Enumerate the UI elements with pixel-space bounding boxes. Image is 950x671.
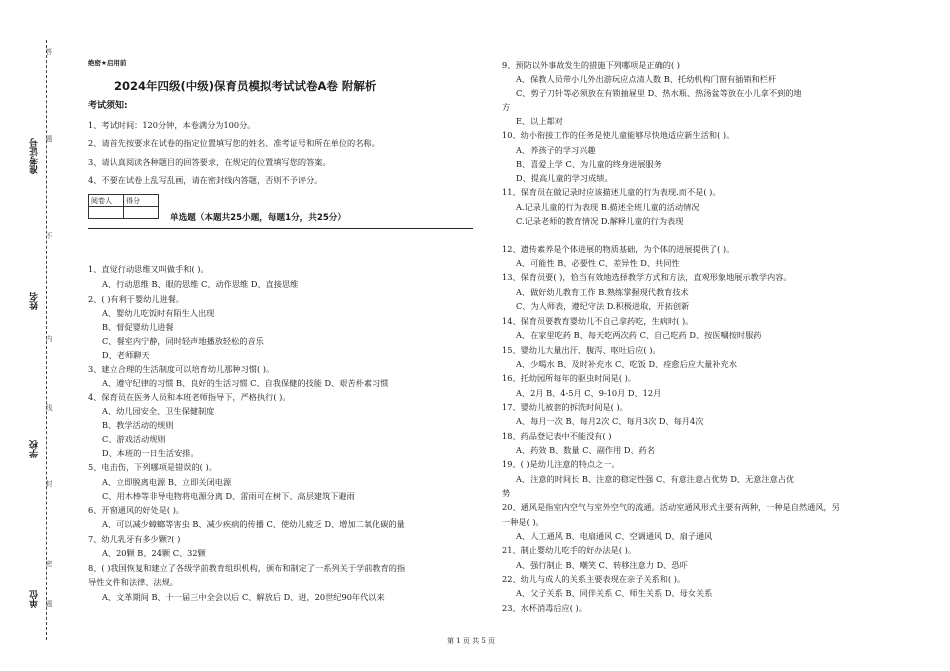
question-line: 17、婴幼儿被套的拆洗时间是( )。 <box>502 402 628 412</box>
instruction-item: 3、请认真阅读各种题目的回答要求，在规定的位置填写您的答案。 <box>88 157 331 167</box>
question-line: 6、开窗通风的好处是( )。 <box>88 505 185 515</box>
question-line: 导性文件和法律、法规。 <box>88 577 179 587</box>
question-line: 12、遗传素养是个体进展的物质基础，为个体的进展提供了( )。 <box>502 244 735 254</box>
seal-mark: 内 <box>45 335 53 342</box>
score-table <box>88 194 159 219</box>
option-line: A、行动思维 B、眼的思维 C、动作思维 D、直接思维 <box>102 279 299 289</box>
option-line: A、少喝水 B、及时补充水 C、吃饭 D、痊愈后应大量补充水 <box>516 359 737 369</box>
option-line: A、幼儿园安全、卫生保健制度 <box>102 406 215 416</box>
option-line: A、遵守纪律的习惯 B、良好的生活习惯 C、自我保健的技能 D、艰苦朴素习惯 <box>102 378 389 388</box>
question-line: 10、幼小衔接工作的任务是使儿童能够尽快地适应新生活和( )。 <box>502 130 735 140</box>
option-line: C、游戏活动规则 <box>102 434 166 444</box>
score-table-grader: 阅卷人 <box>89 195 124 207</box>
score-table-cell <box>89 207 124 219</box>
option-line: A、20颗 B、24颗 C、32颗 <box>102 548 206 558</box>
label-exam-number: 准考证号 <box>30 138 40 174</box>
seal-mark: 题 <box>45 600 53 607</box>
question-line: 11、保育员在做记录时应该描述儿童的行为表现.而不是( )。 <box>502 187 721 197</box>
section-title: 单选题（本题共25小题，每题1分，共25分） <box>170 213 346 223</box>
option-line: 势 <box>502 488 511 498</box>
option-line: A、文革期间 B、十一届三中全会以后 C、解放后 D、进，20世纪90年代以来 <box>102 592 385 602</box>
option-line: A、可能性 B、必要性 C、差异性 D、共同性 <box>516 258 680 268</box>
question-line: 8、( )我国恢复和建立了各级学前教育组织机构，颁布和制定了一系列关于学前教育的指 <box>88 563 406 573</box>
option-line: B、教学活动的规则 <box>102 420 174 430</box>
question-line: 18、药品登记表中不能没有( ) <box>502 431 612 441</box>
instruction-item: 4、不要在试卷上乱写乱画，请在密封线内答题，否则不予评分。 <box>88 175 323 185</box>
question-line: 20、通风是指室内空气与室外空气的流通。活动室通风形式主要有两种，一种是自然通风，另 <box>502 502 840 512</box>
option-line: 方 <box>502 102 511 112</box>
question-line: 14、保育员要教育婴幼儿不自己拿药吃，生病时( )。 <box>502 316 694 326</box>
instruction-item: 2、请首先按要求在试卷的指定位置填写您的姓名、准考证号和所在单位的名称。 <box>88 138 380 148</box>
page-number: 第 1 页 共 5 页 <box>447 637 496 645</box>
binding-margin <box>0 0 60 671</box>
seal-mark: 答 <box>45 48 53 55</box>
option-line: A、2月 B、4-5月 C、9-10月 D、12月 <box>516 388 662 398</box>
option-line: A、父子关系 B、同伴关系 C、师生关系 D、母女关系 <box>516 588 713 598</box>
option-line: D、老师聊天 <box>102 350 150 360</box>
question-line: 19、( )是幼儿注意的特点之一。 <box>502 459 620 469</box>
option-line: B、喜爱上学 C、为儿童的终身进展服务 <box>516 159 662 169</box>
option-line: B、督促婴幼儿进餐 <box>102 322 174 332</box>
question-line: 22、幼儿与成人的关系主要表现在亲子关系和( )。 <box>502 574 686 584</box>
option-line: A.记录儿童的行为表现 B.描述全班儿童的活动情况 <box>516 202 700 212</box>
option-line: A、在家里吃药 B、每天吃两次药 C、自己吃药 D、按医嘱按时服药 <box>516 330 762 340</box>
question-line: 21、制止婴幼儿吃手的好办法是( )。 <box>502 545 637 555</box>
question-line: 15、婴幼儿大量出汗、腹泻、呕吐后应( )。 <box>502 345 661 355</box>
question-line: 2、( )有利于婴幼儿进餐。 <box>88 294 185 304</box>
question-line: 7、幼儿乳牙有多少颗?( ) <box>88 534 181 544</box>
option-line: D、本班的一日生活安排。 <box>102 448 199 458</box>
question-line: 13、保育员要( )，恰当有效地选择教学方式和方法，直观形象地展示教学内容。 <box>502 272 792 282</box>
question-line: 一种是( )。 <box>502 517 544 527</box>
seal-mark: 题 <box>45 135 53 142</box>
option-line: C.记录老师的教育情况 D.解释儿童的行为表现 <box>516 216 684 226</box>
page-title: 2024年四级(中级)保育员模拟考试试卷A卷 附解析 <box>114 79 377 93</box>
secret-label: 绝密★启用前 <box>88 59 127 67</box>
label-unit: 单位 <box>30 590 40 608</box>
option-line: A、药效 B、数量 C、副作用 D、药名 <box>516 445 656 455</box>
option-line: A、婴幼儿吃饭时有陌生人出现 <box>102 308 215 318</box>
label-name: 姓名 <box>30 292 40 310</box>
question-line: 23、水杯消毒后应( )。 <box>502 603 587 613</box>
seal-mark: 线 <box>45 404 53 411</box>
option-line: A、保教人员带小儿外出游玩应点清人数 B、托幼机构门窗有插销和栏杆 <box>516 74 777 84</box>
option-line: D、提高儿童的学习成绩。 <box>516 173 613 183</box>
option-line: A、立即脱离电源 B、立即关闭电源 <box>102 477 232 487</box>
question-line: 16、托幼园所每年的驱虫时间是( )。 <box>502 373 637 383</box>
option-line: A、强行制止 B、嘲笑 C、转移注意力 D、恐吓 <box>516 560 688 570</box>
option-line: E、以上都对 <box>516 116 563 126</box>
option-line: C、为人师表，遵纪守法 D.积极进取，开拓创新 <box>516 301 690 311</box>
option-line: A、每月一次 B、每月2次 C、每月3次 D、每月4次 <box>516 416 704 426</box>
instructions-heading: 考试须知: <box>88 101 128 111</box>
question-line: 3、建立合理的生活制度可以培育幼儿那种习惯( )。 <box>88 364 275 374</box>
question-line: 1、直觉行动思维又叫做手和( )。 <box>88 264 209 274</box>
seal-mark: 不 <box>45 232 53 239</box>
question-line: 4、保育员在医务人员和本班老师指导下，严格执行( )。 <box>88 392 291 402</box>
instruction-item: 1、考试时间：120分钟，本卷满分为100分。 <box>88 120 256 130</box>
option-line: C、用木棒等非导电物将电源分离 D、雷雨可在树下、高层建筑下避雨 <box>102 491 355 501</box>
seal-mark: 封 <box>45 480 53 487</box>
option-line: A、人工通风 B、电扇通风 C、空调通风 D、扇子通风 <box>516 531 713 541</box>
score-table-cell <box>124 207 159 219</box>
section-rule <box>88 228 473 229</box>
option-line: A、养孩子的学习兴趣 <box>516 145 596 155</box>
option-line: C、餐室内宁静，同时轻声地播放轻松的音乐 <box>102 336 264 346</box>
question-line: 5、电击伤，下列哪项是错误的( )。 <box>88 462 217 472</box>
option-line: C、剪子刀针等必须放在有锁抽屉里 D、热水瓶、热汤盆等放在小儿拿不到的地 <box>516 88 802 98</box>
seal-mark: 密 <box>45 560 53 567</box>
label-school: 学校 <box>30 440 40 458</box>
option-line: A、可以减少蟑螂等害虫 B、减少疾病的传播 C、使幼儿疲乏 D、增加二氧化碳的量 <box>102 519 405 529</box>
score-table-score: 得分 <box>124 195 159 207</box>
option-line: A、做好幼儿教育工作 B.熟练掌握现代教育技术 <box>516 287 689 297</box>
option-line: A、注意的时间长 B、注意的稳定性强 C、有意注意占优势 D、无意注意占优 <box>516 474 795 484</box>
question-line: 9、预防以外事故发生的措施下列哪项是正确的( ) <box>502 60 680 70</box>
